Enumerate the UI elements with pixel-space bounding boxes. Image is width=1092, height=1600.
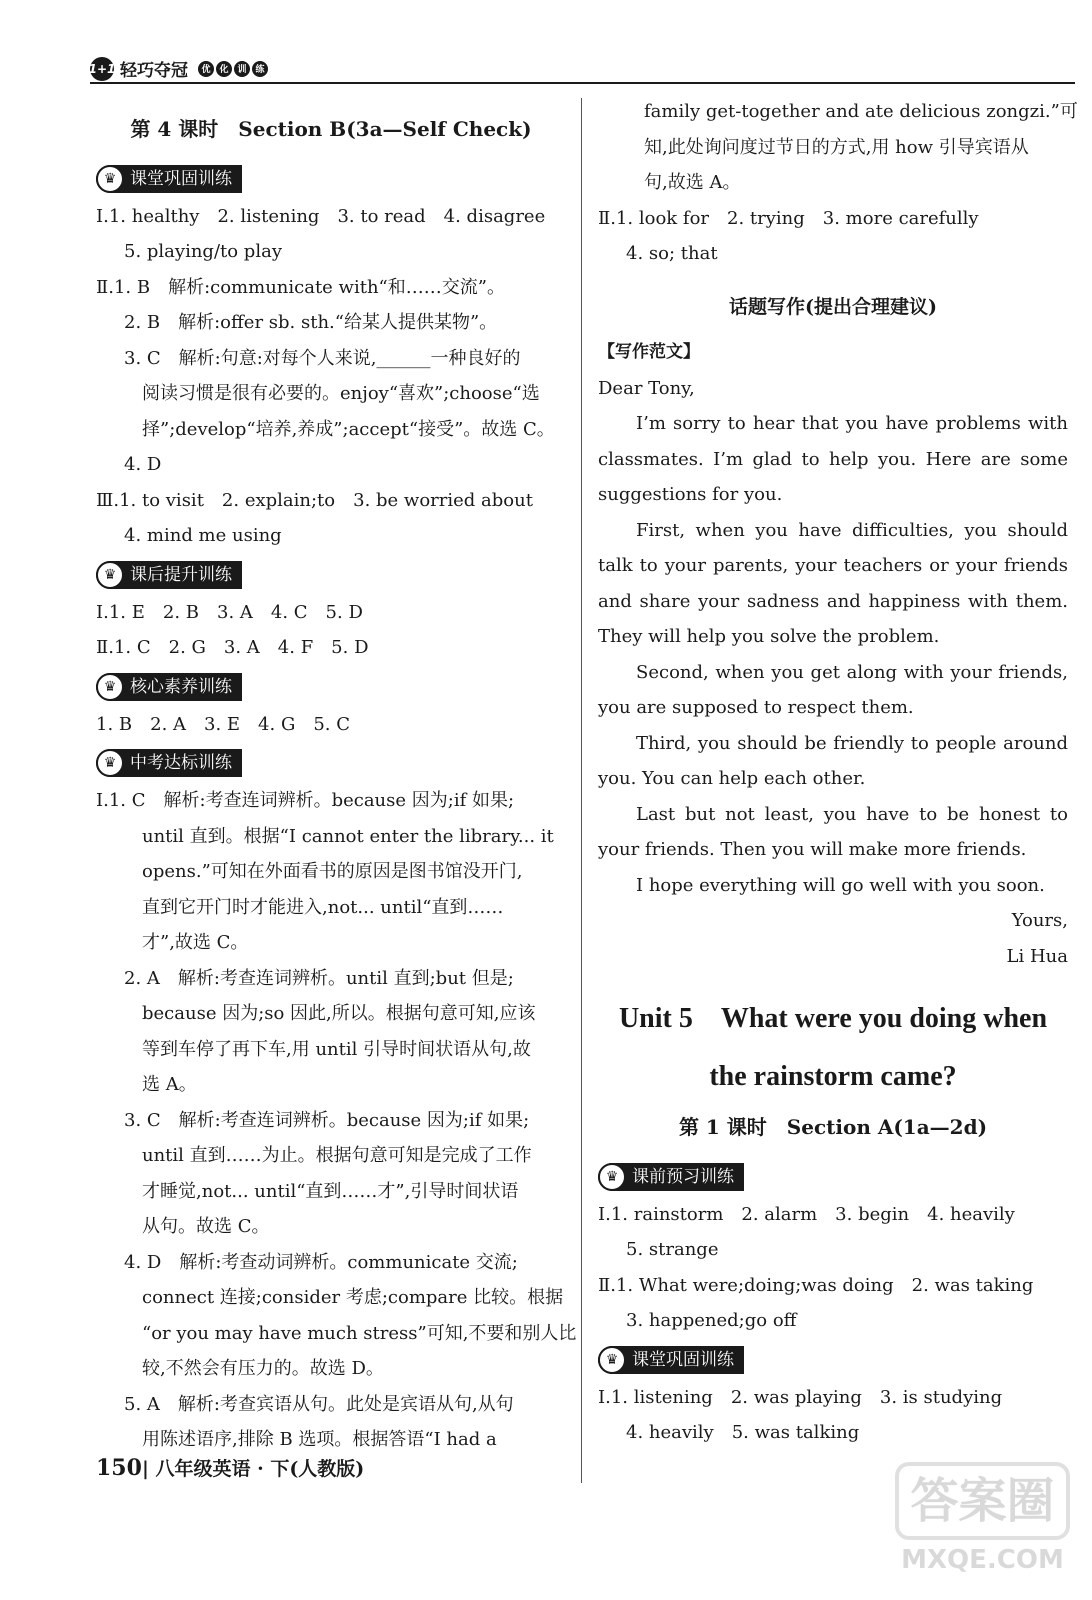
- essay-paragraph: I hope everything will go well with you soon.: [636, 874, 1045, 896]
- answer-line: 从句。故选 C。: [142, 1216, 270, 1237]
- answer-line: Ⅱ.1. look for 2. trying 3. more carefully: [598, 207, 979, 229]
- answer-line: family get-together and ate delicious zongzi.”可: [644, 101, 1078, 122]
- answer-line: 句,故选 A。: [644, 172, 741, 193]
- book-label: 八年级英语 · 下(人教版): [155, 1458, 365, 1480]
- answer-line: Ⅰ.1. rainstorm 2. alarm 3. begin 4. heavily: [598, 1203, 1015, 1225]
- answer-line: Ⅰ.1. C 解析:考查连词辨析。because 因为;if 如果;: [96, 790, 515, 811]
- section-badge: [96, 561, 242, 589]
- crown-icon: ♛: [96, 561, 124, 589]
- unit-title-line: the rainstorm came?: [709, 1061, 957, 1092]
- answer-line: 4. so; that: [626, 243, 718, 264]
- writing-section-title: 话题写作(提出合理建议): [729, 295, 937, 318]
- answer-line: until 直到……为止。根据句意可知是完成了工作: [142, 1145, 532, 1166]
- answer-line: 2. A 解析:考查连词辨析。until 直到;but 但是;: [124, 967, 514, 989]
- answer-line: 选 A。: [142, 1074, 197, 1095]
- crown-icon: ♛: [598, 1163, 626, 1191]
- logo-text: 轻巧夺冠: [120, 61, 188, 81]
- answer-line: Ⅰ.1. healthy 2. listening 3. to read 4. disagree: [96, 205, 546, 227]
- answer-line: 才睡觉,not... until“直到……才”,引导时间状语: [142, 1180, 519, 1202]
- right-column: [598, 94, 1078, 1451]
- page-header: [90, 56, 1075, 86]
- badge-label: 课前预习训练: [632, 1166, 734, 1187]
- essay-paragraph: Second, when you get along with your friends, you are supposed to respect them.: [598, 661, 1068, 718]
- essay-paragraph: Last but not least, you have to be honest to your friends. Then you will make more friends.: [598, 803, 1068, 860]
- answer-line: 4. mind me using: [124, 525, 282, 546]
- essay-closing: Yours,: [1011, 910, 1068, 931]
- page-footer: 150| 八年级英语 · 下(人教版): [96, 1455, 365, 1481]
- essay-salutation: Dear Tony,: [598, 377, 695, 399]
- answer-line: 5. A 解析:考查宾语从句。此处是宾语从句,从句: [124, 1393, 514, 1415]
- logo-mark-icon: 1+1: [90, 57, 114, 81]
- badge-label: 课堂巩固训练: [632, 1349, 734, 1370]
- answer-line: until 直到。根据“I cannot enter the library... it: [142, 825, 554, 847]
- answer-line: 直到它开门时才能进入,not... until“直到……: [142, 896, 504, 918]
- logo-badge: 化: [216, 61, 232, 77]
- unit-title-line: Unit 5 What were you doing when: [618, 1003, 1048, 1034]
- section-badge: [96, 165, 242, 193]
- section-badge: [598, 1163, 744, 1191]
- answer-line: 才”,故选 C。: [142, 932, 249, 953]
- essay-paragraph: First, when you have difficulties, you should talk to your parents, your teachers or your friends and share your sadness and happiness with them. They will help you solve the problem.: [598, 519, 1068, 647]
- answer-line: because 因为;so 因此,所以。根据句意可知,应该: [142, 1003, 536, 1024]
- column-divider: [581, 98, 582, 1483]
- essay-paragraph: I’m sorry to hear that you have problems with classmates. I’m glad to help you. Here are some suggestions for you.: [598, 413, 1068, 505]
- essay-paragraph: Third, you should be friendly to people around you. You can help each other.: [598, 732, 1068, 789]
- answer-line: 4. heavily 5. was talking: [626, 1422, 860, 1443]
- page-number: 150: [96, 1455, 142, 1481]
- answer-line: Ⅰ.1. E 2. B 3. A 4. C 5. D: [96, 601, 363, 623]
- watermark-url: MXQE.COM: [901, 1545, 1064, 1575]
- logo-badges: [198, 61, 268, 77]
- answer-line: opens.”可知在外面看书的原因是图书馆没开门,: [142, 861, 523, 882]
- section-badge: [598, 1346, 744, 1374]
- answer-line: 2. B 解析:offer sb. sth.“给某人提供某物”。: [124, 312, 498, 333]
- answer-line: 3. C 解析:考查连词辨析。because 因为;if 如果;: [124, 1109, 530, 1131]
- watermark: [895, 1462, 1070, 1582]
- answer-line: 1. B 2. A 3. E 4. G 5. C: [96, 713, 350, 735]
- answer-line: Ⅱ.1. B 解析:communicate with“和……交流”。: [96, 276, 505, 298]
- answer-line: Ⅲ.1. to visit 2. explain;to 3. be worried about: [96, 489, 533, 511]
- answer-line: connect 连接;consider 考虑;compare 比较。根据: [142, 1287, 564, 1308]
- sample-essay-tag: 【写作范文】: [598, 342, 700, 362]
- lesson-title: 第 1 课时 Section A(1a—2d): [678, 1115, 988, 1139]
- answer-line: 3. happened;go off: [626, 1310, 797, 1331]
- section-badge: [96, 673, 242, 701]
- answer-line: 4. D: [124, 454, 162, 475]
- answer-line: 择”;develop“培养,养成”;accept“接受”。故选 C。: [142, 418, 555, 440]
- answer-line: 阅读习惯是很有必要的。enjoy“喜欢”;choose“选: [142, 383, 540, 404]
- answer-line: Ⅱ.1. C 2. G 3. A 4. F 5. D: [96, 637, 369, 658]
- left-column: [96, 108, 577, 1458]
- answer-line: 用陈述语序,排除 B 选项。根据答语“I had a: [142, 1429, 497, 1450]
- badge-label: 课堂巩固训练: [130, 168, 232, 189]
- answer-line: 5. playing/to play: [124, 241, 282, 262]
- answer-line: 等到车停了再下车,用 until 引导时间状语从句,故: [142, 1038, 531, 1060]
- crown-icon: ♛: [96, 673, 124, 701]
- watermark-logo: 答案圈: [895, 1462, 1070, 1540]
- header-rule: [90, 82, 1075, 84]
- crown-icon: ♛: [96, 749, 124, 777]
- badge-label: 核心素养训练: [130, 676, 232, 697]
- lesson-title: 第 4 课时 Section B(3a—Self Check): [130, 117, 532, 141]
- logo-badge: 优: [198, 61, 214, 77]
- crown-icon: ♛: [96, 165, 124, 193]
- logo-badge: 训: [234, 61, 250, 77]
- brand-logo: [90, 56, 268, 81]
- crown-icon: ♛: [598, 1346, 626, 1374]
- unit-title: [598, 990, 1068, 1106]
- answer-line: 较,不然会有压力的。故选 D。: [142, 1358, 384, 1379]
- essay-signature: Li Hua: [1006, 945, 1068, 967]
- badge-label: 课后提升训练: [130, 564, 232, 585]
- badge-label: 中考达标训练: [130, 753, 232, 773]
- section-badge: [96, 749, 242, 777]
- answer-line: 知,此处询问度过节日的方式,用 how 引导宾语从: [644, 136, 1029, 158]
- logo-badge: 练: [252, 61, 268, 77]
- answer-line: 3. C 解析:句意:对每个人来说,______一种良好的: [124, 347, 521, 369]
- answer-line: 4. D 解析:考查动词辨析。communicate 交流;: [124, 1251, 518, 1273]
- answer-line: Ⅰ.1. listening 2. was playing 3. is studying: [598, 1386, 1003, 1408]
- answer-line: 5. strange: [626, 1239, 719, 1260]
- answer-line: “or you may have much stress”可知,不要和别人比: [142, 1322, 577, 1344]
- answer-line: Ⅱ.1. What were;doing;was doing 2. was taking: [598, 1274, 1034, 1296]
